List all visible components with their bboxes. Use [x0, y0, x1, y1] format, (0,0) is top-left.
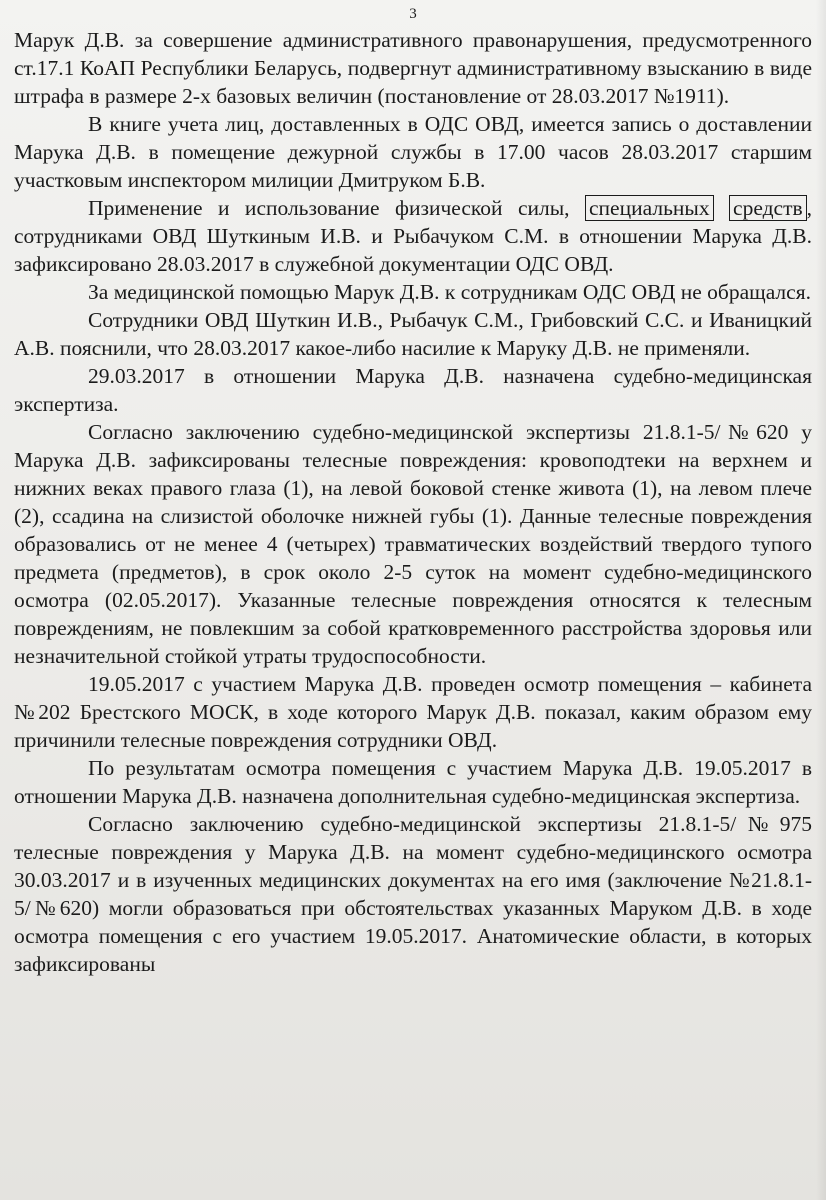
paragraph-additional-expertise: По результатам осмотра помещения с участием Марука Д.В. 19.05.2017 в отношении Марука Д.В. назначена дополнительная судебно-медицинская экспертиза. — [14, 756, 812, 808]
paragraph-expertise-975: Согласно заключению судебно-медицинской экспертизы 21.8.1-5/№975 телесные повреждения у Марука Д.В. на момент судебно-медицинского осмотра 30.03.2017 и в изученных медицинских документах на его имя (заключение №21.8.1-5/№620) могли образоваться при обстоятельствах указанных Маруком Д.В. в ходе осмотра помещения с его участием 19.05.2017. Анатомические области, в которых зафиксированы — [14, 812, 812, 976]
paragraph-fine-continuation: Марук Д.В. за совершение административного правонарушения, предусмотренного ст.17.1 КоАП Республики Беларусь, подвергнут административному взысканию в виде штрафа в размере 2-х базовых величин (постановление от 28.03.2017 №1911). — [14, 28, 812, 108]
paragraph-expertise-620: Согласно заключению судебно-медицинской экспертизы 21.8.1-5/№620 у Марука Д.В. зафиксированы телесные повреждения: кровоподтеки на верхнем и нижних веках правого глаза (1), на левой боковой стенке живота (1), на левом плече (2), ссадина на слизистой оболочке нижней губы (1). Данные телесные повреждения образовались от не менее 4 (четырех) травматических воздействий твердого тупого предмета (предметов), в срок около 2-5 суток на момент судебно-медицинского осмотра (02.05.2017). Указанные телесные повреждения относятся к телесным повреждениям, не повлекшим за собой кратковременного расстройства здоровья или незначительной стойкой утраты трудоспособности. — [14, 420, 812, 668]
paragraph-physical-force-text-after: , сотрудниками ОВД Шуткиным И.В. и Рыбачуком С.М. в отношении Марука Д.В. зафиксировано 28.03.2017 в служебной документации ОДС ОВД. — [14, 196, 812, 276]
page-number: 3 — [409, 6, 417, 22]
paragraph-delivery-record: В книге учета лиц, доставленных в ОДС ОВД, имеется запись о доставлении Марука Д.В. в помещение дежурной службы в 17.00 часов 28.03.2017 старшим участковым инспектором милиции Дмитруком Б.В. — [14, 112, 812, 192]
paragraph-physical-force — [14, 194, 812, 278]
paragraph-medical-help: За медицинской помощью Марук Д.В. к сотрудникам ОДС ОВД не обращался. — [88, 280, 811, 304]
paragraph-physical-force-space — [714, 196, 729, 220]
paragraph-physical-force-text-before: Применение и использование физической силы, — [88, 196, 585, 220]
page-edge-shadow — [816, 0, 826, 1200]
boxed-word-means: средств — [729, 195, 807, 221]
paragraph-room-inspection: 19.05.2017 с участием Марука Д.В. проведен осмотр помещения – кабинета №202 Брестского МОСК, в ходе которого Марук Д.В. показал, каким образом ему причинили телесные повреждения сотрудники ОВД. — [14, 672, 812, 752]
paragraph-officers-statement: Сотрудники ОВД Шуткин И.В., Рыбачук С.М., Грибовский С.С. и Иваницкий А.В. пояснили, что 28.03.2017 какое-либо насилие к Маруку Д.В. не применяли. — [14, 308, 812, 360]
document-body — [14, 26, 812, 978]
paragraph-expertise-assigned: 29.03.2017 в отношении Марука Д.В. назначена судебно-медицинская экспертиза. — [14, 364, 812, 416]
boxed-word-special: специальных — [585, 195, 714, 221]
